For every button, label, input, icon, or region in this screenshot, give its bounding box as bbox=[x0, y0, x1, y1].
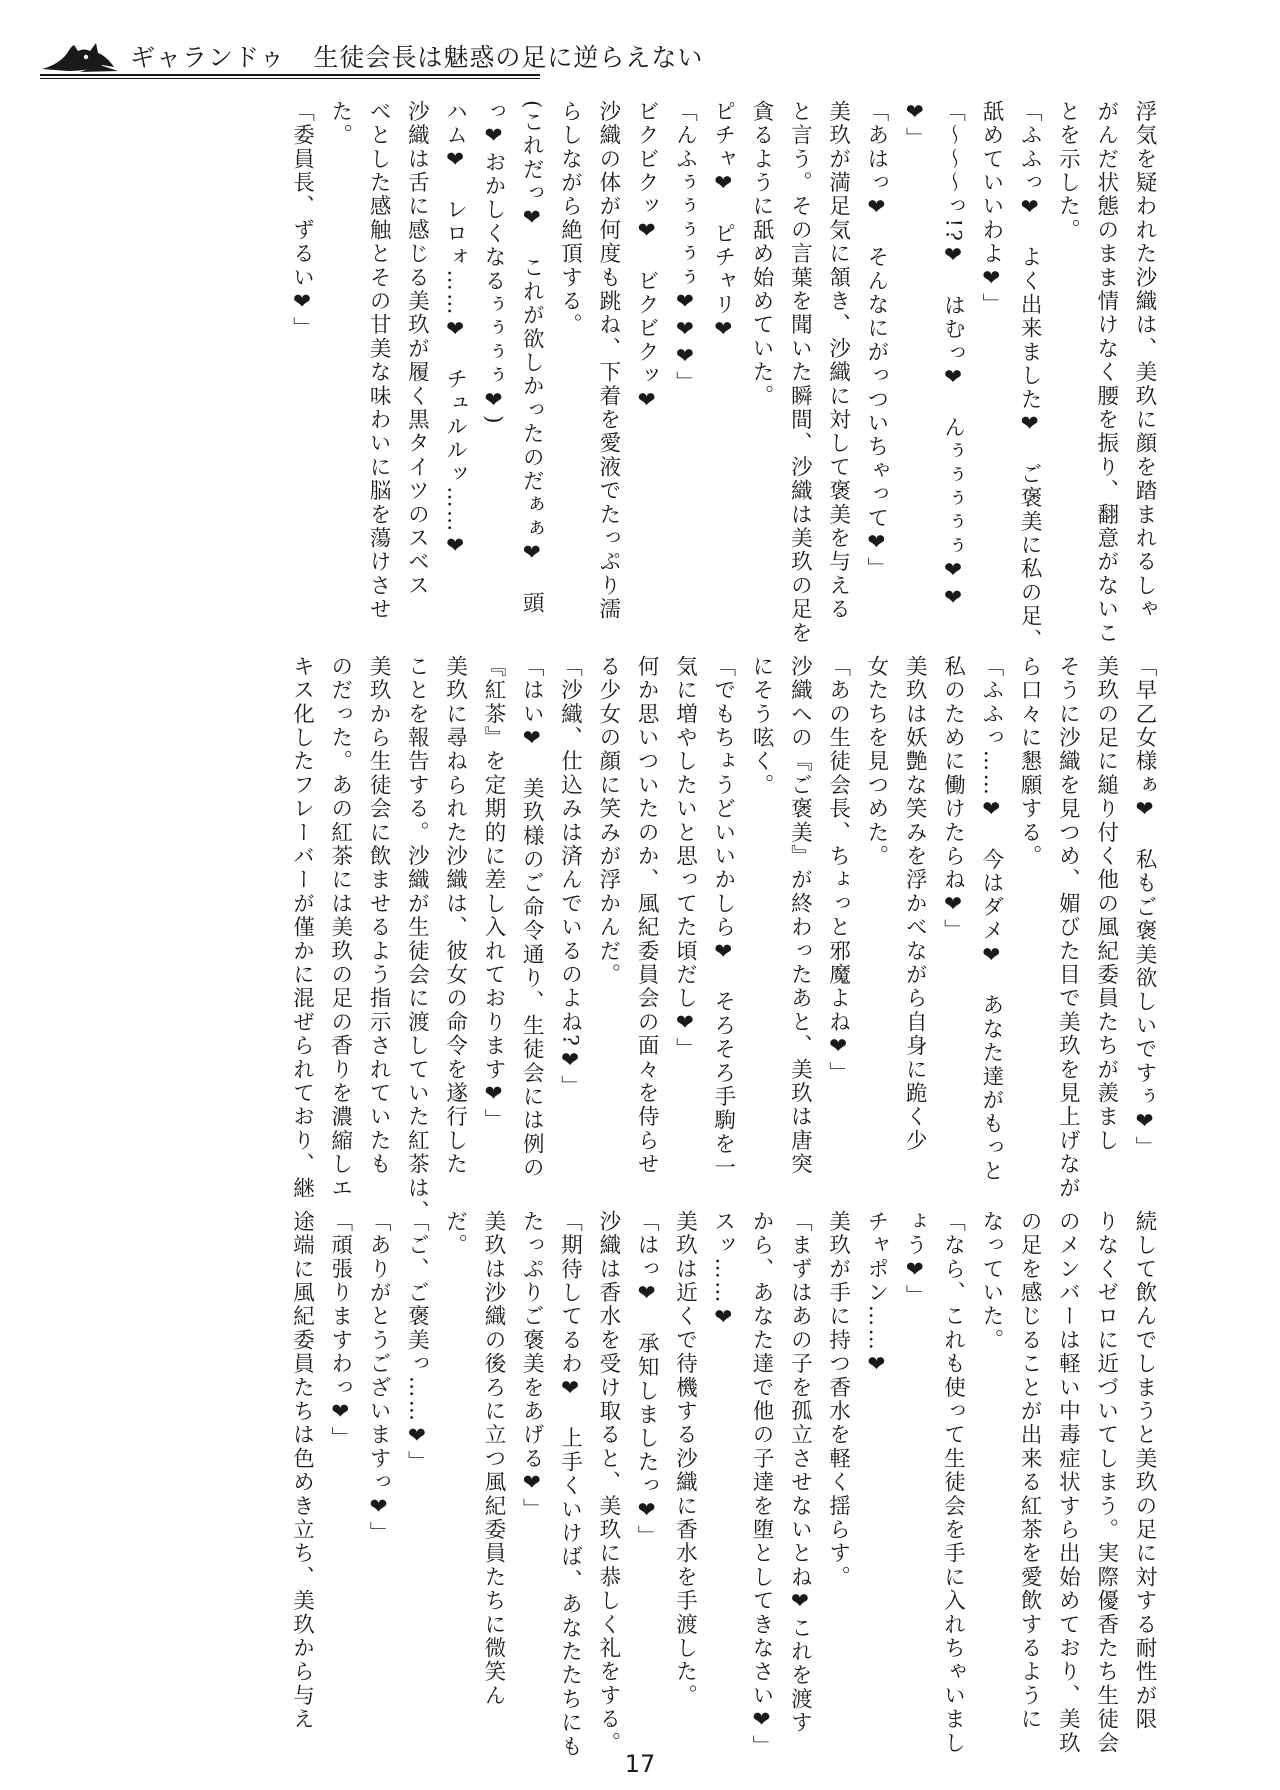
text-line: と言う。その言葉を聞いた瞬間、沙織は美玖の足を bbox=[787, 100, 813, 646]
text-line: 「まずはあの子を孤立させないとね❤これを渡す bbox=[787, 1210, 813, 1735]
text-line: 貪るように舐め始めていた。 bbox=[749, 100, 775, 409]
text-line: 「沙織、仕込みは済んでいるのよね?❤」 bbox=[557, 655, 583, 1099]
text-line: 「ありがとうございますっ❤」 bbox=[366, 1210, 392, 1546]
text-line: (これだっ❤ これが欲しかったのだぁぁ❤ 頭 bbox=[519, 100, 545, 616]
text-line: 「ふふっ❤ よく出来ました❤ ご褒美に私の足、 bbox=[1017, 100, 1043, 653]
text-line: 『紅茶』を定期的に差し入れております❤」 bbox=[480, 655, 506, 1133]
header-brand: ギャランドゥ bbox=[130, 43, 286, 72]
text-block-top bbox=[163, 100, 1163, 653]
text-line: っ❤おかしくなるぅぅぅぅ❤) bbox=[480, 100, 506, 426]
text-line: 美玖の足に縋り付く他の風紀委員たちが羨まし bbox=[1093, 655, 1119, 1153]
text-line: 美玖は近くで待機する沙織に香水を手渡した。 bbox=[672, 1210, 698, 1708]
text-line: 私のために働けたらね❤」 bbox=[940, 655, 966, 943]
text-line: 途端に風紀委員たちは色めき立ち、美玖から与え bbox=[289, 1210, 315, 1732]
text-line: なっていた。 bbox=[978, 1210, 1004, 1353]
text-line: 美玖が満足気に頷き、沙織に対して褒美を与える bbox=[825, 100, 851, 622]
text-line: 「ふふっ……❤ 今はダメ❤ あなた達がもっと bbox=[978, 655, 1004, 1184]
text-line: 「〜〜〜っ!?❤ はむっ❤ んぅぅぅぅぅ❤❤ bbox=[940, 100, 966, 613]
text-line: 「はい❤ 美玖様のご命令通り、生徒会には例の bbox=[519, 655, 545, 1180]
text-line: 沙織は舌に感じる美玖が履く黒タイツのスベス bbox=[404, 100, 430, 598]
text-line: ょう❤」 bbox=[902, 1210, 928, 1309]
text-line: 「あの生徒会長、ちょっと邪魔よね❤」 bbox=[825, 655, 851, 1086]
text-line: 「ご、ご褒美っ……❤」 bbox=[404, 1210, 430, 1475]
text-line: だ。 bbox=[442, 1210, 468, 1258]
text-line: ピチャ❤ ピチャリ❤ bbox=[710, 100, 736, 344]
text-line: チャポン……❤ bbox=[863, 1210, 889, 1380]
text-line: 「早乙女様ぁ❤ 私もご褒美欲しいですぅ❤」 bbox=[1132, 655, 1157, 1160]
header-rule bbox=[40, 74, 540, 76]
text-line: 沙織への『ご褒美』が終わったあと、美玖は唐突 bbox=[787, 655, 813, 1177]
cat-logo-icon bbox=[40, 39, 120, 73]
text-line: た。 bbox=[327, 100, 353, 148]
text-line: らしながら絶頂する。 bbox=[557, 100, 583, 337]
text-line: ハム❤ レロォ……❤ チュルルッ……❤ bbox=[442, 100, 468, 561]
text-line: のメンバーは軽い中毒症状すら出始めており、美玖 bbox=[1055, 1210, 1081, 1756]
text-line: べとした感触とその甘美な味わいに脳を蕩けさせ bbox=[366, 100, 392, 622]
text-block-bottom bbox=[163, 1210, 1163, 1759]
text-line: 「委員長、ずるい❤」 bbox=[289, 100, 315, 341]
text-block-middle bbox=[163, 655, 1163, 1224]
text-line: から、あなた達で他の子達を堕としてきなさい❤」 bbox=[749, 1210, 775, 1759]
text-line: 沙織の体が何度も跳ね、下着を愛液でたっぷり濡 bbox=[595, 100, 621, 622]
text-line: 美玖に尋ねられた沙織は、彼女の命令を遂行した bbox=[442, 655, 468, 1177]
text-line: 何か思いついたのか、風紀委員会の面々を侍らせ bbox=[634, 655, 660, 1177]
text-line: ビクビクッ❤ ビクビクッ❤ bbox=[634, 100, 660, 416]
text-line: ら口々に懇願する。 bbox=[1017, 655, 1043, 869]
text-line: 美玖は沙織の後ろに立つ風紀委員たちに微笑ん bbox=[480, 1210, 506, 1708]
text-line: キス化したフレーバーが僅かに混ぜられており、継 bbox=[289, 655, 315, 1201]
text-line: 気に増やしたいと思ってた頃だし❤」 bbox=[672, 655, 698, 1062]
text-line: りなくゼロに近づいてしまう。実際優香たち生徒会 bbox=[1093, 1210, 1119, 1756]
text-line: 美玖は妖艶な笑みを浮かべながら自身に跪く少 bbox=[902, 655, 928, 1153]
text-line: のだった。あの紅茶には美玖の足の香りを濃縮しエ bbox=[327, 655, 353, 1201]
text-line: 「なら、これも使って生徒会を手に入れちゃいまし bbox=[940, 1210, 966, 1756]
text-line: がんだ状態のまま情けなく腰を振り、翻意がないこ bbox=[1093, 100, 1119, 646]
text-line: 「あはっ❤ そんなにがっついちゃって❤」 bbox=[863, 100, 889, 581]
text-line: ❤」 bbox=[902, 100, 928, 151]
text-line: 女たちを見つめた。 bbox=[863, 655, 889, 869]
text-line: 「はっ❤ 承知しましたっ❤」 bbox=[634, 1210, 660, 1549]
text-line: とを示した。 bbox=[1055, 100, 1081, 243]
header-title: 生徒会長は魅惑の足に逆らえない bbox=[313, 43, 704, 72]
text-line: たっぷりご褒美をあげる❤」 bbox=[519, 1210, 545, 1522]
text-line: 美玖から生徒会に飲ませるよう指示されていたも bbox=[366, 655, 392, 1177]
text-line: にそう呟く。 bbox=[749, 655, 775, 798]
text-line: 「期待してるわ❤ 上手くいけば、あなたたちにも bbox=[557, 1210, 583, 1759]
text-line: る少女の顔に笑みが浮かんだ。 bbox=[595, 655, 621, 987]
text-line: 「んふぅぅぅぅぅ❤❤❤」 bbox=[672, 100, 698, 395]
text-line: ことを報告する。沙織が生徒会に渡していた紅茶は、 bbox=[404, 655, 430, 1224]
text-line: 舐めていいわよ❤」 bbox=[978, 100, 1004, 317]
page-header bbox=[40, 38, 703, 74]
text-line: 美玖が手に持つ香水を軽く揺らす。 bbox=[825, 1210, 851, 1590]
text-line: の足を感じることが出来る紅茶を愛飲するように bbox=[1017, 1210, 1043, 1732]
text-line: 「でもちょうどいいかしら❤ そろそろ手駒を一 bbox=[710, 655, 736, 1180]
text-line: 沙織は香水を受け取ると、美玖に恭しく礼をする。 bbox=[595, 1210, 621, 1756]
text-line: 続して飲んでしまうと美玖の足に対する耐性が限 bbox=[1132, 1210, 1157, 1732]
header-rule-thin bbox=[40, 78, 540, 79]
text-line: スッ……❤ bbox=[710, 1210, 736, 1332]
text-line: 「頑張りますわっ❤」 bbox=[327, 1210, 353, 1451]
page-number: 17 bbox=[624, 1750, 656, 1778]
text-line: 浮気を疑われた沙織は、美玖に顔を踏まれるしゃ bbox=[1132, 100, 1157, 622]
text-line: そうに沙織を見つめ、媚びた目で美玖を見上げなが bbox=[1055, 655, 1081, 1201]
